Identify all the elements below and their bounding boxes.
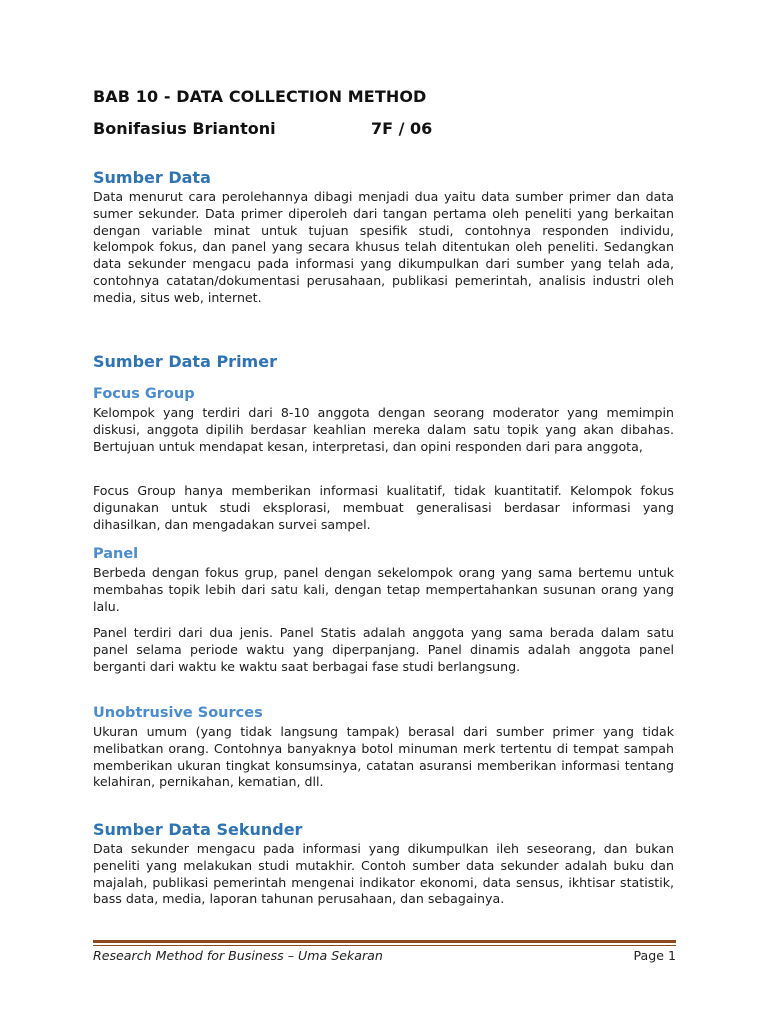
paragraph-sumber-data: Data menurut cara perolehannya dibagi menjadi dua yaitu data sumber primer dan data sumer sekunder. Data primer diperoleh dari tangan pertama oleh peneliti yang berkaitan dengan variable minat untuk tujuan spesifik studi, contohnya responden individu, kelompok fokus, dan panel yang secara khusus telah ditentukan oleh peneliti. Sedangkan data sekunder mengacu pada informasi yang dikumpulkan dari sumber yang telah ada, contohnya catatan/dokumentasi perusahaan, publikasi pemerintah, analisis industri oleh media, situs web, internet. <box>93 189 674 305</box>
class-number: 7F / 06 <box>371 119 433 138</box>
document-title: BAB 10 - DATA COLLECTION METHOD <box>93 87 427 106</box>
footer-divider-thin <box>93 945 676 946</box>
footer-source: Research Method for Business – Uma Sekaran <box>93 948 383 963</box>
paragraph-sumber-data-sekunder: Data sekunder mengacu pada informasi yang dikumpulkan ileh seseorang, dan bukan peneliti yang melakukan studi mutakhir. Contoh sumber data sekunder adalah buku dan majalah, publikasi pemerintah mengenai indikator ekonomi, data sensus, ikhtisar statistik, bass data, media, laporan tahunan perusahaan, dan sebagainya. <box>93 841 674 907</box>
heading-unobtrusive-sources: Unobtrusive Sources <box>93 705 263 721</box>
page-number: Page 1 <box>633 948 676 963</box>
paragraph-focus-group-1: Kelompok yang terdiri dari 8-10 anggota dengan seorang moderator yang memimpin diskusi, anggota dipilih berdasar keahlian mereka dalam satu topik yang akan dibahas. Bertujuan untuk mendapat kesan, interpretasi, dan opini responden dari para anggota, <box>93 405 674 454</box>
footer-divider <box>93 940 676 943</box>
heading-sumber-data-sekunder: Sumber Data Sekunder <box>93 820 303 839</box>
heading-focus-group: Focus Group <box>93 386 195 402</box>
heading-sumber-data: Sumber Data <box>93 168 211 187</box>
author-line <box>93 119 433 138</box>
heading-panel: Panel <box>93 546 139 562</box>
paragraph-unobtrusive-sources: Ukuran umum (yang tidak langsung tampak) berasal dari sumber primer yang tidak melibatkan orang. Contohnya banyaknya botol minuman merk tertentu di tempat sampah memberikan ukuran tingkat konsumsinya, catatan asuransi memberikan informasi tentang kelahiran, pernikahan, kematian, dll. <box>93 724 674 790</box>
paragraph-focus-group-2: Focus Group hanya memberikan informasi kualitatif, tidak kuantitatif. Kelompok fokus digunakan untuk studi eksplorasi, membuat generalisasi berdasar informasi yang dihasilkan, dan mengadakan survei sampel. <box>93 483 674 532</box>
paragraph-panel-2: Panel terdiri dari dua jenis. Panel Statis adalah anggota yang sama berada dalam satu panel selama periode waktu yang diperpanjang. Panel dinamis adalah anggota panel berganti dari waktu ke waktu saat berbagai fase studi berlangsung. <box>93 625 674 674</box>
author-name: Bonifasius Briantoni <box>93 119 276 138</box>
paragraph-panel-1: Berbeda dengan fokus grup, panel dengan sekelompok orang yang sama bertemu untuk membahas topik lebih dari satu kali, dengan tetap mempertahankan susunan orang yang lalu. <box>93 565 674 614</box>
heading-sumber-data-primer: Sumber Data Primer <box>93 352 277 371</box>
